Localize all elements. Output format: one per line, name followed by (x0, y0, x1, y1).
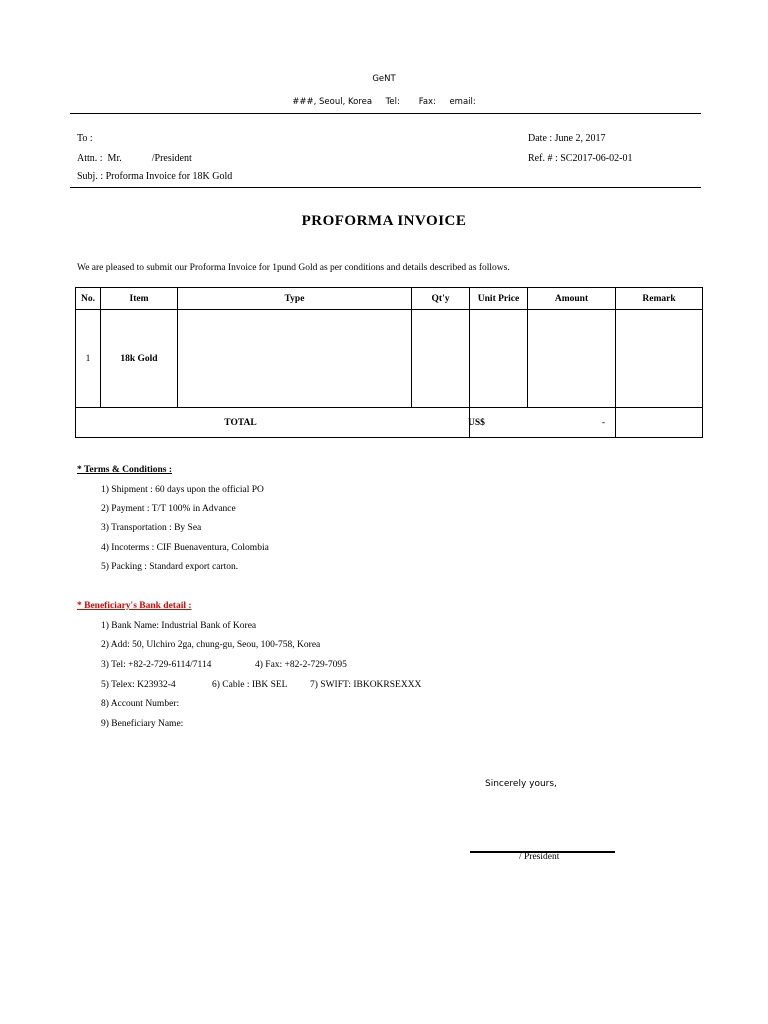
bank-cable: 6) Cable : IBK SEL (212, 680, 288, 690)
total-row (76, 408, 703, 438)
col-header-qty: Qt'y (412, 288, 470, 310)
terms-item: 1) Shipment : 60 days upon the official PO (101, 485, 264, 495)
bank-beneficiary-name: 9) Beneficiary Name: (101, 719, 184, 729)
total-label-text: TOTAL (224, 417, 257, 428)
terms-item: 2) Payment : T/T 100% in Advance (101, 504, 236, 514)
sincerely-text: Sincerely yours, (485, 779, 557, 789)
terms-item: 3) Transportation : By Sea (101, 523, 202, 533)
total-amount-cell (470, 408, 616, 438)
page-title: PROFORMA INVOICE (301, 213, 467, 229)
col-header-item: Item (101, 288, 178, 310)
cell-no: 1 (76, 310, 101, 408)
total-value: - (601, 417, 605, 428)
company-name: GeNT (372, 74, 396, 84)
to-line: To : (77, 133, 93, 144)
bank-fax: 4) Fax: +82-2-729-7095 (255, 660, 347, 670)
invoice-table (75, 287, 703, 438)
table-header-row (76, 288, 703, 310)
cell-unit-price (470, 310, 528, 408)
signature-title: / President (519, 852, 560, 862)
intro-text: We are pleased to submit our Proforma Invoice for 1pund Gold as per conditions and details described as follows. (77, 263, 510, 273)
terms-heading: * Terms & Conditions : (77, 465, 173, 475)
terms-item: 4) Incoterms : CIF Buenaventura, Colombia (101, 543, 269, 553)
col-header-remark: Remark (616, 288, 703, 310)
table-row (76, 310, 703, 408)
company-address-line: ###, Seoul, Korea Tel: Fax: email: (292, 97, 476, 107)
total-currency: US$ (468, 417, 485, 428)
col-header-no: No. (76, 288, 101, 310)
date-line: Date : June 2, 2017 (528, 133, 606, 144)
bank-account-number: 8) Account Number: (101, 699, 180, 709)
addressee-divider (70, 187, 701, 188)
bank-name: 1) Bank Name: Industrial Bank of Korea (101, 621, 257, 631)
bank-swift: 7) SWIFT: IBKOKRSEXXX (310, 680, 422, 690)
header-divider (70, 113, 701, 114)
col-header-unit-price: Unit Price (470, 288, 528, 310)
total-remark-cell (616, 408, 703, 438)
bank-heading: * Beneficiary's Bank detail : (77, 601, 192, 611)
bank-tel: 3) Tel: +82-2-729-6114/7114 (101, 660, 212, 670)
terms-item: 5) Packing : Standard export carton. (101, 562, 239, 572)
cell-qty (412, 310, 470, 408)
subject-line: Subj. : Proforma Invoice for 18K Gold (77, 171, 233, 182)
cell-item: 18k Gold (101, 310, 178, 408)
reference-number: Ref. # : SC2017-06-02-01 (528, 153, 633, 164)
col-header-type: Type (178, 288, 412, 310)
cell-remark (616, 310, 703, 408)
col-header-amount: Amount (528, 288, 616, 310)
cell-type (178, 310, 412, 408)
cell-amount (528, 310, 616, 408)
attn-line: Attn. : Mr. /President (77, 153, 192, 164)
bank-telex: 5) Telex: K23932-4 (101, 680, 176, 690)
bank-address: 2) Add: 50, Ulchiro 2ga, chung-gu, Seou, 100-758, Korea (101, 640, 321, 650)
